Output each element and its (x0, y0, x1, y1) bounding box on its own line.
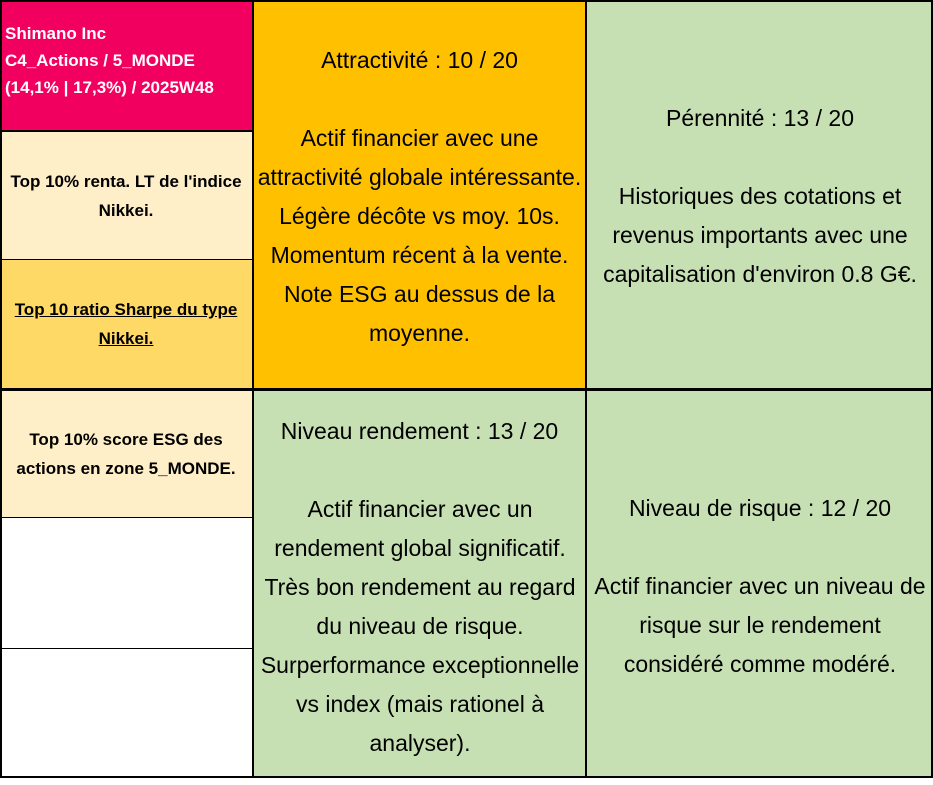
risque-panel (587, 390, 933, 777)
asset-category: C4_Actions / 5_MONDE (5, 51, 195, 70)
tag-esg: Top 10% score ESG des actions en zone 5_MONDE. (0, 390, 252, 518)
risque-text: Actif financier avec un niveau de risque sur le rendement considéré comme modéré. (594, 573, 926, 677)
attractivite-panel (252, 0, 587, 388)
asset-identity (0, 0, 252, 130)
perennite-text: Historiques des cotations et revenus importants avec une capitalisation d'environ 0.8 G€. (603, 183, 917, 287)
rendement-panel (252, 390, 587, 777)
perennite-panel (587, 0, 933, 388)
grid-line-top (0, 0, 933, 2)
perennite-title: Pérennité : 13 / 20 (666, 105, 854, 131)
empty-tag-1 (0, 519, 252, 649)
grid-line-left (0, 0, 2, 778)
rendement-title: Niveau rendement : 13 / 20 (280, 418, 559, 444)
asset-name: Shimano Inc (5, 24, 107, 43)
grid-line-bottom (0, 776, 933, 778)
rendement-text: Actif financier avec un rendement global significatif. Très bon rendement au regard du niveau de risque. Surperformance exceptionnelle vs index (mais rationel à analyser). (260, 496, 580, 756)
tag-renta-lt: Top 10% renta. LT de l'indice Nikkei. (0, 130, 252, 260)
attractivite-title: Attractivité : 10 / 20 (321, 47, 518, 73)
risque-title: Niveau de risque : 12 / 20 (628, 495, 892, 521)
empty-tag-2 (0, 650, 252, 777)
asset-stats: (14,1% | 17,3%) / 2025W48 (5, 78, 214, 97)
tag-sharpe-text: Top 10 ratio Sharpe du type Nikkei. (14, 300, 238, 348)
tag-sharpe (0, 260, 252, 388)
grid-line-middle (0, 388, 933, 391)
attractivite-text: Actif financier avec une attractivité globale intéressante. Légère décôte vs moy. 10s. Momentum récent à la vente. Note ESG au dessus de la moyenne. (257, 125, 582, 346)
